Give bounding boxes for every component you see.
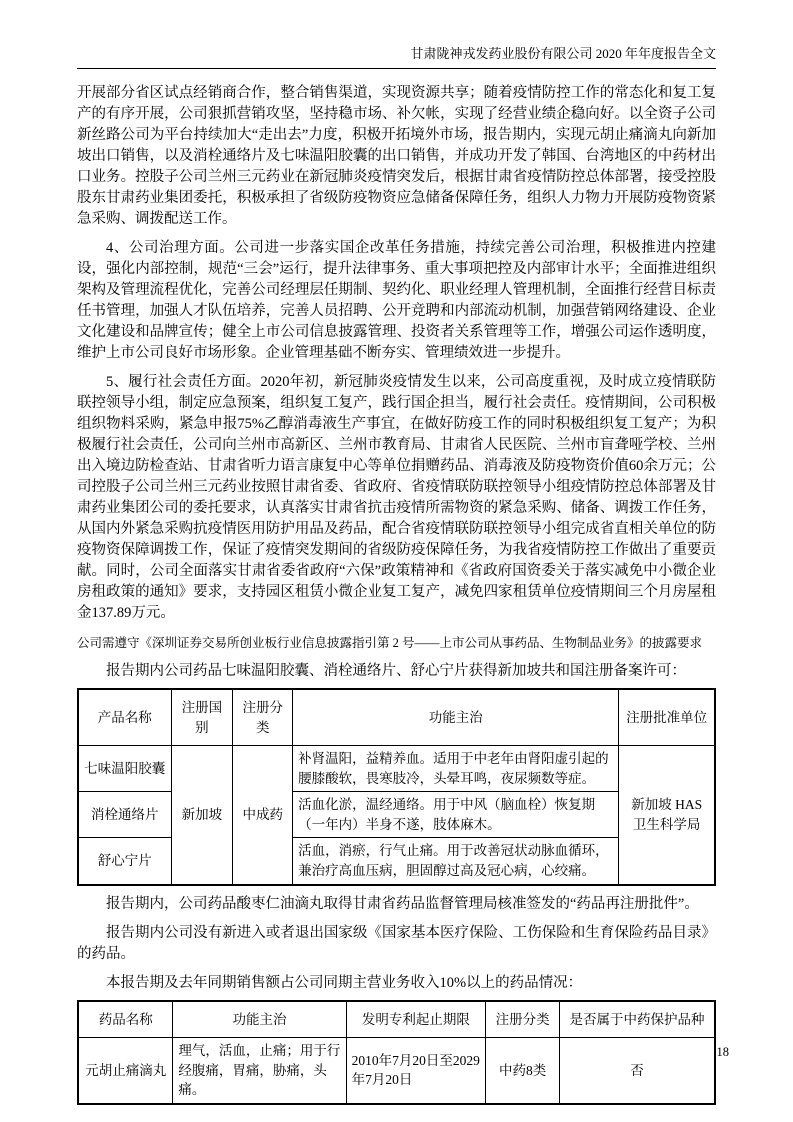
report-title: 甘肃陇神戎发药业股份有限公司 2020 年年度报告全文 [410,46,716,61]
cell-registration-country: 新加坡 [171,746,233,885]
cell-registration-class: 中药8类 [486,1038,560,1104]
page-number: 18 [716,1045,729,1059]
header-approval-authority: 注册批准单位 [619,689,715,746]
header-registration-class: 注册分类 [486,1001,560,1038]
cell-drug-indications: 理气，活血，止痛；用于行经腹痛，胃痛，胁痛，头痛。 [173,1038,346,1104]
table-row [78,746,715,792]
header-registration-country: 注册国别 [171,689,233,746]
cell-indication-3: 活血，消瘀，行气止痛。用于改善冠状动脉血循环，兼治疗高血压病，胆固醇过高及冠心病，心绞痛。 [293,838,619,885]
cell-tcm-protection: 否 [560,1038,715,1104]
header-indications: 功能主治 [293,689,619,746]
paragraph-operations: 开展部分省区试点经销商合作，整合销售渠道，实现资源共享；随着疫情防控工作的常态化和复工复产的有序开展，公司狠抓营销攻坚，坚持稳市场、补欠帐，实现了经营业绩企稳向好。以全资子公司新丝路公司为平台持续加大“走出去”力度，积极开拓境外市场，报告期内，实现元胡止痛滴丸向新加坡出口销售，以及消栓通络片及七味温阳胶囊的出口销售，并成功开发了韩国、台湾地区的中药材出口业务。控股子公司兰州三元药业在新冠肺炎疫情突发后，根据甘肃省疫情防控总体部署，接受控股股东甘肃药业集团委托，积极承担了省级防疫物资应急储备保障任务，组织人力物力开展防疫物资紧急采购、调拨配送工作。 [77,85,716,227]
cell-product-name-3: 舒心宁片 [78,838,171,885]
disclosure-requirement-note: 公司需遵守《深圳证券交易所创业板行业信息披露指引第 2 号——上市公司从事药品、生物制品业务》的披露要求 [77,636,703,650]
singapore-registration-table [77,688,716,886]
page-header [77,0,716,69]
major-drugs-table [77,1000,716,1105]
cell-indication-1: 补肾温阳，益精养血。适用于中老年由肾阳虚引起的腰膝酸软，畏寒肢冷，头晕耳鸣，夜尿频数等症。 [293,746,619,792]
paragraph-major-drugs-intro: 本报告期及去年同期销售额占公司同期主营业务收入10%以上的药品情况： [106,974,583,991]
cell-registration-category: 中成药 [233,746,293,885]
paragraph-insurance-catalog: 报告期内公司没有新进入或者退出国家级《国家基本医疗保险、工伤保险和生育保险药品目录》的药品。 [77,924,716,962]
cell-indication-2: 活血化淤，温经通络。用于中风（脑血栓）恢复期（一年内）半身不遂，肢体麻木。 [293,792,619,838]
cell-drug-name: 元胡止痛滴丸 [78,1038,173,1104]
table-header-row [78,689,715,746]
cell-product-name-2: 消栓通络片 [78,792,171,838]
content-body [77,83,716,1105]
header-patent-term: 发明专利起止期限 [346,1001,486,1038]
header-drug-indications: 功能主治 [173,1001,346,1038]
cell-patent-term: 2010年7月20日至2029年7月20日 [346,1038,486,1104]
cell-approval-authority: 新加坡 HAS 卫生科学局 [619,746,715,885]
header-registration-category: 注册分类 [233,689,293,746]
table-header-row [78,1001,715,1038]
header-product-name: 产品名称 [78,689,171,746]
header-tcm-protection: 是否属于中药保护品种 [560,1001,715,1038]
paragraph-singapore-registration: 报告期内公司药品七味温阳胶囊、消栓通络片、舒心宁片获得新加坡共和国注册备案许可： [106,663,686,679]
header-drug-name: 药品名称 [78,1001,173,1038]
paragraph-drug-reregistration: 报告期内，公司药品酸枣仁油滴丸取得甘肃省药品监督管理局核准签发的“药品再注册批件”。 [106,895,699,912]
paragraph-governance: 4、公司治理方面。公司进一步落实国企改革任务措施，持续完善公司治理，积极推进内控建设，强化内部控制，规范“三会”运行，提升法律事务、重大事项把控及内部审计水平；全面推进组织架构及管理流程优化，完善公司经理层任期制、契约化、职业经理人管理机制，全面推行经营目标责任书管理，加强人才队伍培养，完善人员招聘、公开竞聘和内部流动机制，加强营销网络建设、企业文化建设和品牌宣传；健全上市公司信息披露管理、投资者关系管理等工作，增强公司运作透明度，维护上市公司良好市场形象。企业管理基础不断夯实、管理绩效进一步提升。 [77,240,716,361]
cell-product-name-1: 七味温阳胶囊 [78,746,171,792]
table-row [78,1038,715,1104]
paragraph-social-responsibility: 5、履行社会责任方面。2020年初，新冠肺炎疫情发生以来，公司高度重视，及时成立疫情联防联控领导小组，制定应急预案，组织复工复产，践行国企担当，履行社会责任。疫情期间，公司积极组织物料采购，紧急申报75%乙醇消毒液生产事宜，在做好防疫工作的同时积极组织复工复产；为积极履行社会责任，公司向兰州市高新区、兰州市教育局、甘肃省人民医院、兰州市盲聋哑学校、兰州出入境边防检查站、甘肃省听力语言康复中心等单位捐赠药品、消毒液及防疫物资价值60余万元；公司控股子公司兰州三元药业按照甘肃省委、省政府、省疫情联防联控领导小组疫情防控总体部署及甘肃药业集团公司的委托要求，认真落实甘肃省抗击疫情所需物资的紧急采购、储备、调拨工作任务，从国内外紧急采购抗疫情医用防护用品及药品，配合省疫情联防联控领导小组完成省直相关单位的防疫物资保障调拨工作，保证了疫情突发期间的省级防疫保障任务，为我省疫情防控工作做出了重要贡献。同时，公司全面落实甘肃省委省政府“六保”政策精神和《省政府国资委关于落实减免中小微企业房租政策的通知》要求，支持园区租赁小微企业复工复产，减免四家租赁单位疫情期间三个月房屋租金137.89万元。 [77,374,716,621]
